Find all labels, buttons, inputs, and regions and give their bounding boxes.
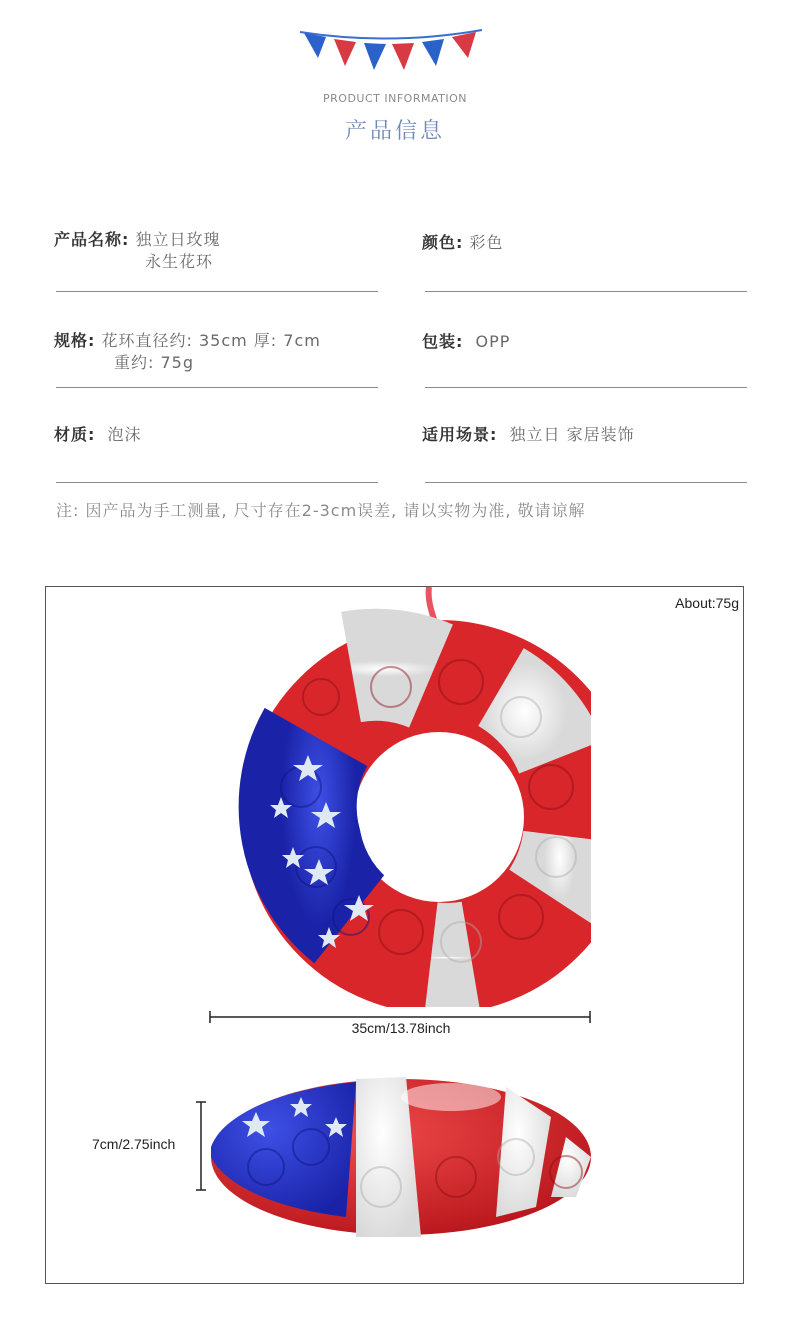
divider [56,482,378,483]
thickness-dimension-line [194,1100,208,1192]
product-name-key: 产品名称: [54,230,130,249]
field-spec [54,330,321,374]
spec-key: 规格: [54,331,96,350]
packaging-value: OPP [475,332,511,351]
material-key: 材质: [54,425,96,444]
material-value: 泡沫 [107,425,142,444]
field-scene [422,424,635,446]
measurement-note: 注: 因产品为手工测量, 尺寸存在2-3cm误差, 请以实物为准, 敬请谅解 [56,501,586,520]
product-image-frame [45,586,744,1284]
wreath-side-illustration [206,1057,596,1257]
scene-value: 独立日 家居装饰 [509,425,635,444]
thickness-label: 7cm/2.75inch [92,1136,176,1152]
product-name-value-line2: 永生花环 [145,252,214,271]
scene-key: 适用场景: [422,425,498,444]
product-name-value-line1: 独立日玫瑰 [135,230,221,249]
color-value: 彩色 [469,233,504,252]
divider [56,291,378,292]
divider [425,291,747,292]
diameter-label: 35cm/13.78inch [351,1020,451,1036]
spec-value-line1: 花环直径约: 35cm 厚: 7cm [101,331,321,350]
weight-label: About:75g [675,595,739,611]
section-subtitle: PRODUCT INFORMATION [323,92,467,105]
bunting-decoration [296,24,486,80]
divider [425,387,747,388]
divider [425,482,747,483]
field-color [422,232,504,254]
spec-value-line2: 重约: 75g [114,353,194,372]
divider [56,387,378,388]
section-title: 产品信息 [344,119,445,144]
color-key: 颜色: [422,233,464,252]
wreath-front-illustration [201,587,591,1007]
field-material [54,424,142,446]
packaging-key: 包装: [422,332,464,351]
field-product-name [54,229,221,273]
field-packaging [422,331,510,353]
